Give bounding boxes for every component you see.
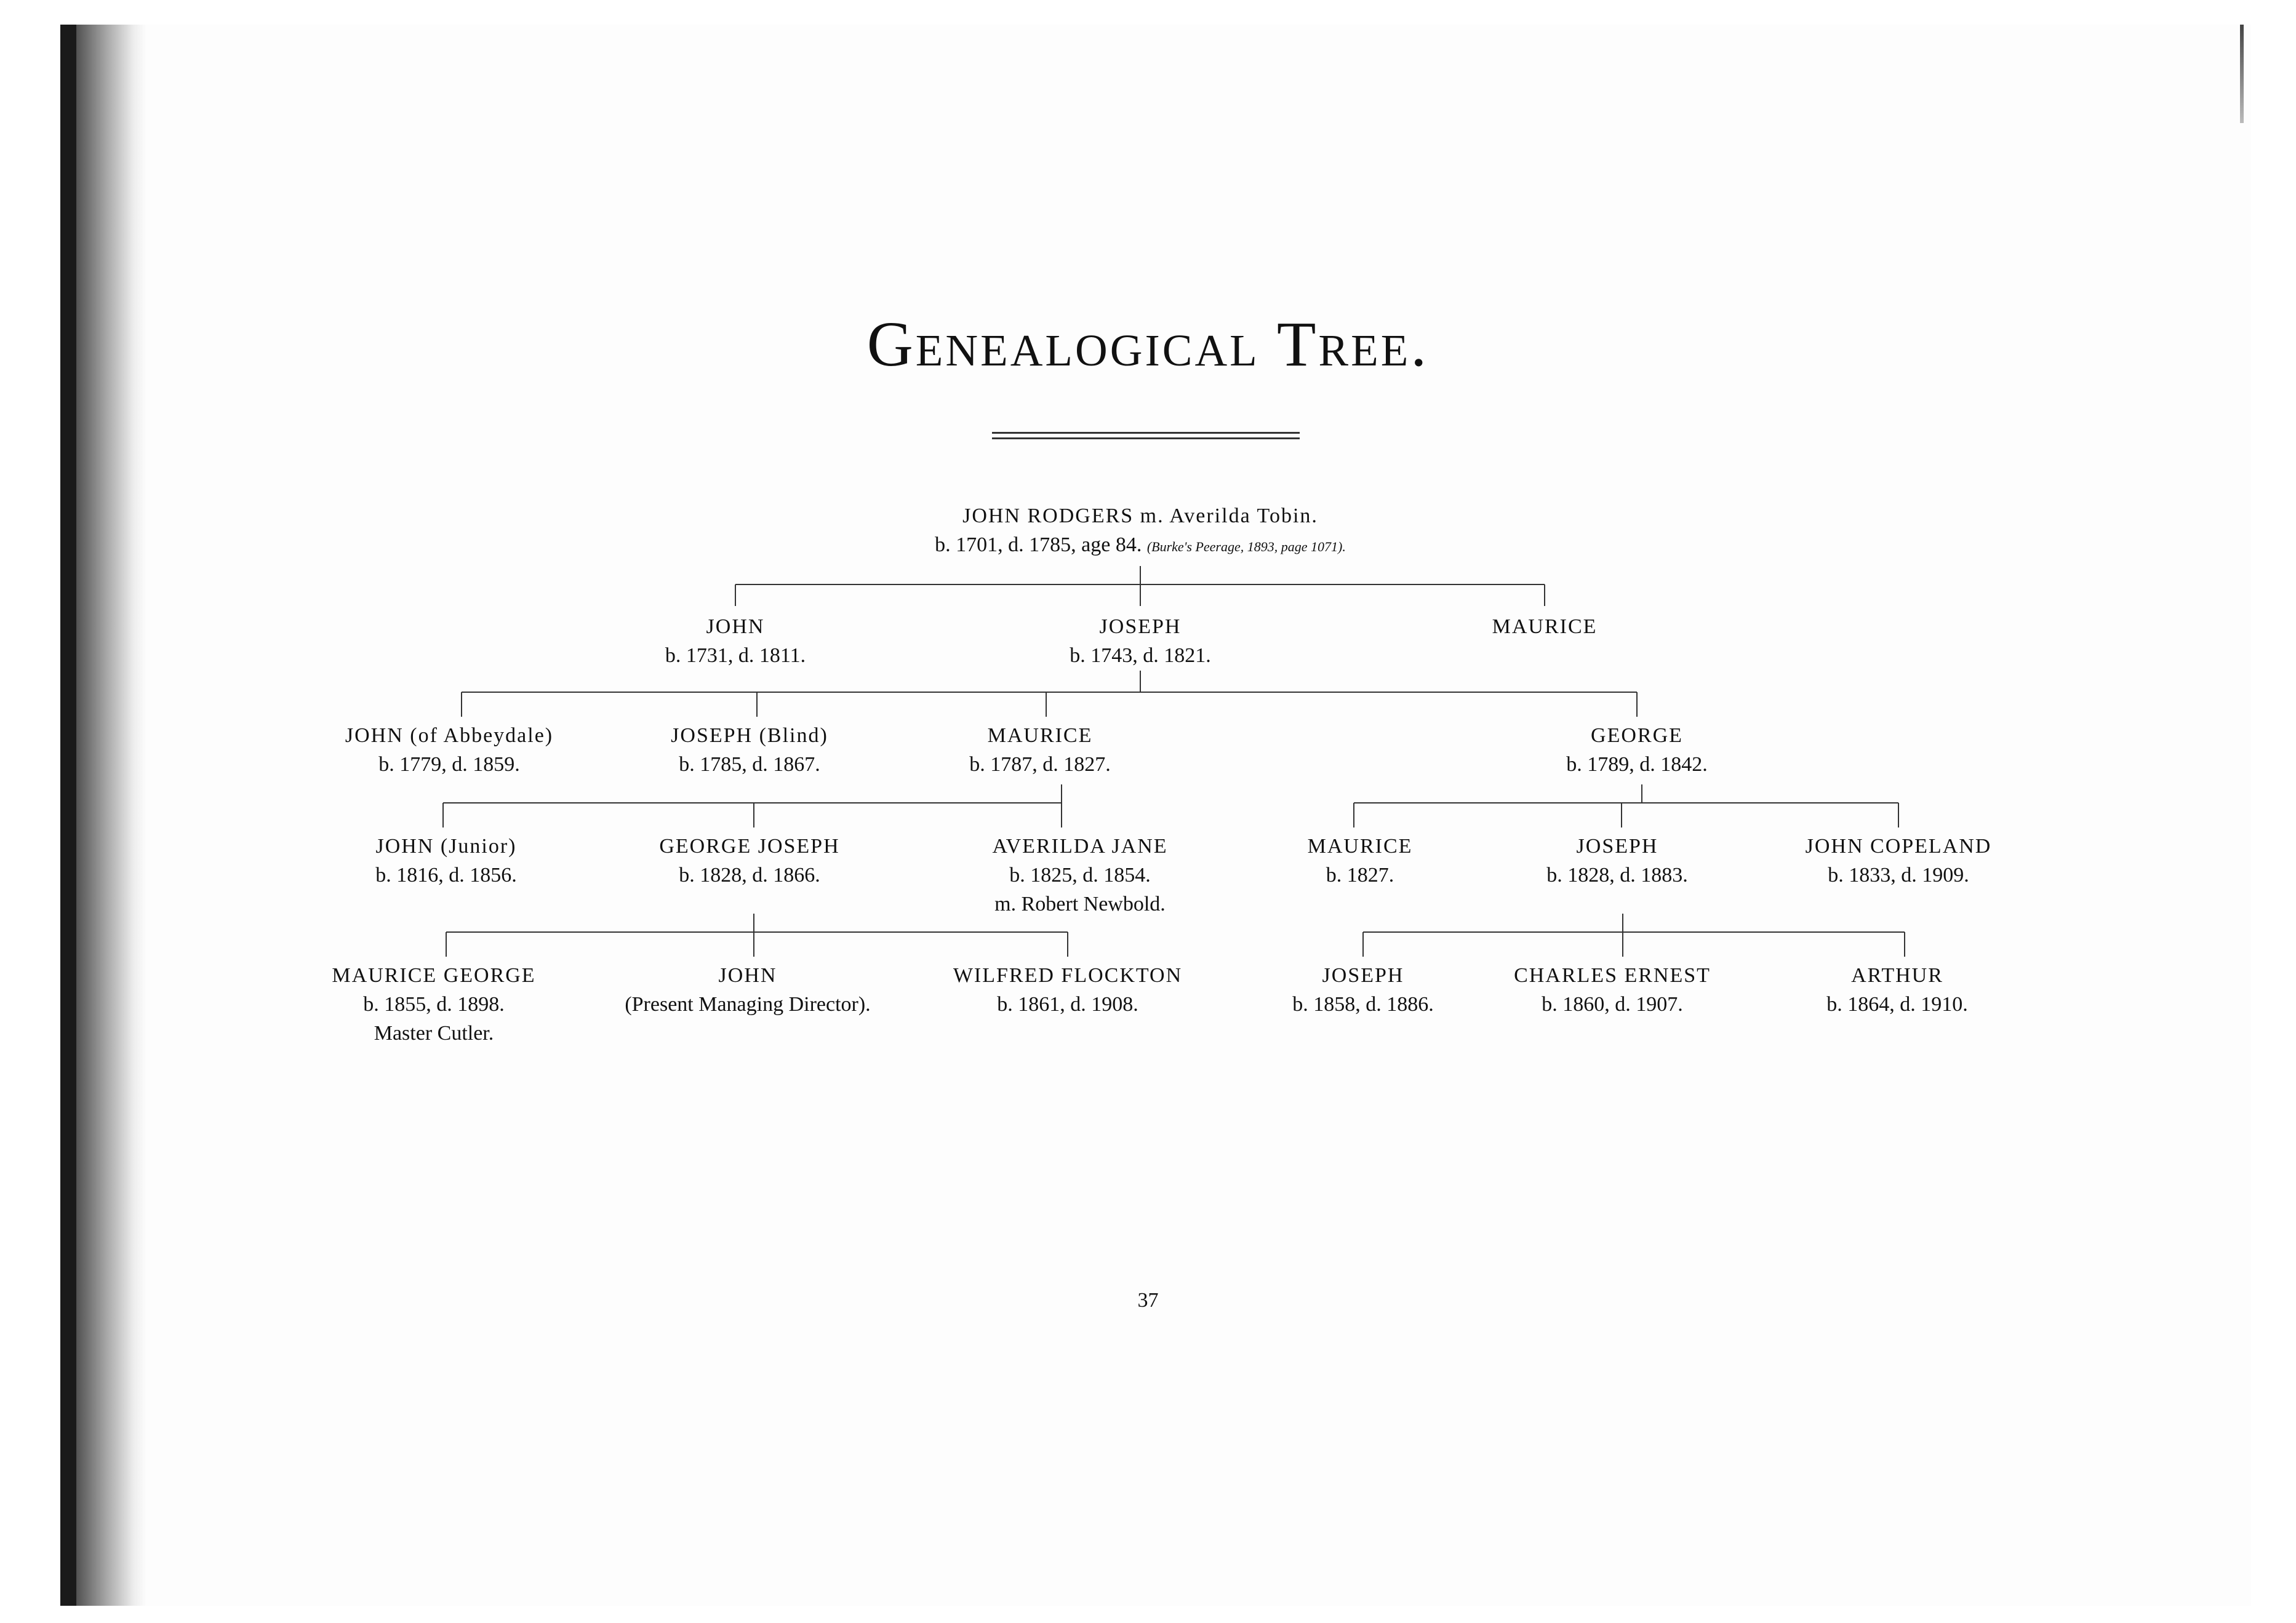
person-name: JOSEPH <box>1322 964 1404 987</box>
person-dates: b. 1858, d. 1886. <box>1292 993 1434 1016</box>
person-name: MAURICE <box>987 724 1093 747</box>
root-dates: b. 1701, d. 1785, age 84. <box>935 533 1142 556</box>
person-dates: b. 1833, d. 1909. <box>1828 864 1969 887</box>
person-dates: b. 1860, d. 1907. <box>1542 993 1683 1016</box>
gen4-person-john-junior <box>375 832 517 890</box>
gen4-person-john-copeland <box>1806 832 1992 890</box>
person-name: MAURICE <box>1307 835 1413 858</box>
person-role: (Present Managing Director). <box>625 993 871 1016</box>
person-dates: b. 1864, d. 1910. <box>1826 993 1968 1016</box>
gen3-person-george <box>1566 721 1708 779</box>
person-title-note: Master Cutler. <box>374 1022 494 1045</box>
person-dates: b. 1827. <box>1326 864 1394 887</box>
root-person <box>935 501 1346 561</box>
gen4-person-george-joseph <box>659 832 839 890</box>
gen3-person-john-abbeydale <box>345 721 553 779</box>
person-name: WILFRED FLOCKTON <box>953 964 1183 987</box>
gen2-person-joseph <box>1070 612 1211 670</box>
person-dates: b. 1743, d. 1821. <box>1070 644 1211 667</box>
gen4-person-maurice <box>1308 832 1413 890</box>
page-number: 37 <box>1137 1289 1159 1312</box>
gen3-person-joseph-blind <box>671 721 828 779</box>
person-name: JOSEPH <box>1576 835 1658 858</box>
gen5-person-joseph <box>1292 961 1434 1019</box>
person-name: MAURICE <box>1492 615 1598 638</box>
person-dates: b. 1828, d. 1866. <box>679 864 820 887</box>
person-marriage-note: m. Robert Newbold. <box>994 893 1166 915</box>
person-dates: b. 1828, d. 1883. <box>1546 864 1688 887</box>
person-name: JOHN COPELAND <box>1805 835 1992 858</box>
gen4-person-averilda-jane <box>992 832 1167 919</box>
person-dates: b. 1861, d. 1908. <box>997 993 1138 1016</box>
person-dates: b. 1855, d. 1898. <box>363 993 505 1016</box>
gen5-person-wilfred-flockton <box>953 961 1182 1019</box>
person-dates: b. 1816, d. 1856. <box>375 864 517 887</box>
person-dates: b. 1789, d. 1842. <box>1566 753 1708 776</box>
person-name: ARTHUR <box>1851 964 1943 987</box>
root-name: JOHN RODGERS m. Averilda Tobin. <box>962 504 1318 527</box>
gen2-person-maurice <box>1492 612 1598 641</box>
gen4-person-joseph <box>1546 832 1688 890</box>
person-name: MAURICE GEORGE <box>332 964 536 987</box>
gen5-person-john <box>625 961 870 1019</box>
person-dates: b. 1731, d. 1811. <box>665 644 806 667</box>
page-title: Genealogical Tree. <box>866 309 1430 380</box>
person-name: GEORGE <box>1591 724 1683 747</box>
person-name: GEORGE JOSEPH <box>659 835 840 858</box>
gen3-person-maurice <box>969 721 1111 779</box>
gen2-person-john <box>665 612 806 670</box>
person-dates: b. 1787, d. 1827. <box>969 753 1111 776</box>
gen5-person-maurice-george <box>332 961 535 1048</box>
person-dates: b. 1825, d. 1854. <box>1009 864 1151 887</box>
person-dates: b. 1779, d. 1859. <box>378 753 520 776</box>
person-name: AVERILDA JANE <box>992 835 1168 858</box>
person-name: JOHN <box>718 964 777 987</box>
root-dates-line <box>935 530 1346 561</box>
person-name: JOSEPH (Blind) <box>671 724 828 747</box>
person-name: JOSEPH <box>1099 615 1182 638</box>
gen5-person-charles-ernest <box>1514 961 1711 1019</box>
person-name: JOHN (Junior) <box>375 835 517 858</box>
person-dates: b. 1785, d. 1867. <box>679 753 820 776</box>
root-citation: (Burke's Peerage, 1893, page 1071). <box>1146 539 1346 554</box>
person-name: JOHN <box>706 615 765 638</box>
gen5-person-arthur <box>1826 961 1968 1019</box>
person-name: CHARLES ERNEST <box>1514 964 1711 987</box>
person-name: JOHN (of Abbeydale) <box>345 724 554 747</box>
